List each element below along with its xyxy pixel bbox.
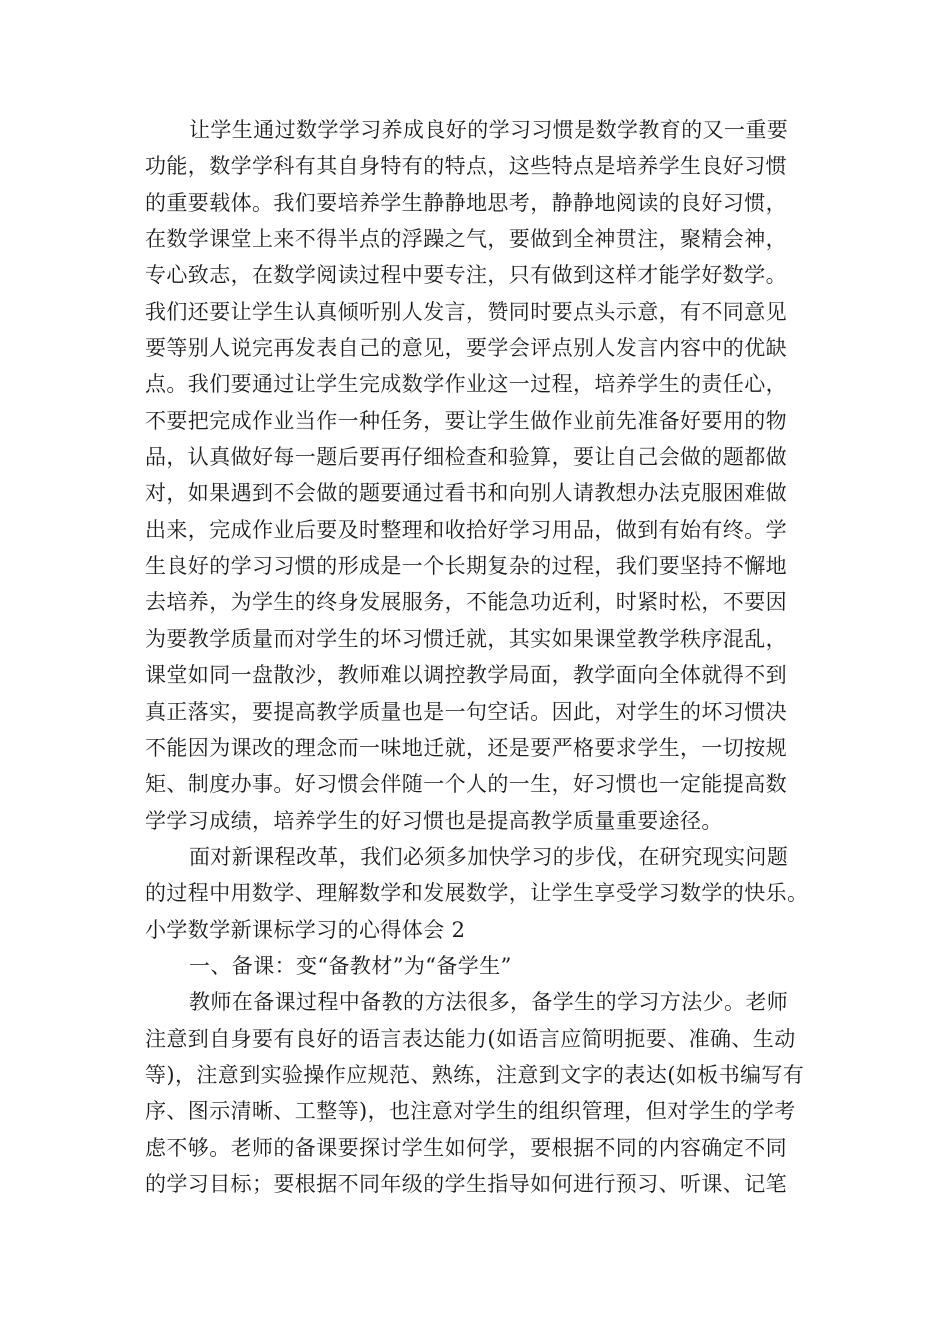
text-line: 让学生通过数学学习养成良好的学习习惯是数学教育的又一重要 <box>189 118 789 142</box>
text-line: 序、图示清晰、工整等)，也注意对学生的组织管理，但对学生的学考 <box>145 1099 796 1124</box>
text-line: 学学习成绩，培养学生的好习惯也是提高教学质量重要途径。 <box>145 808 723 833</box>
section-title: 小学数学新课标学习的心得体会 2 <box>145 917 466 942</box>
text-line: 生良好的学习习惯的形成是一个长期复杂的过程，我们要坚持不懈地 <box>145 554 787 579</box>
text-line: 点。我们要通过让学生完成数学作业这一过程，培养学生的责任心， <box>145 372 787 397</box>
document-body <box>145 112 825 1202</box>
text-line: 专心致志，在数学阅读过程中要专注，只有做到这样才能学好数学。 <box>145 263 787 288</box>
text-line: 面对新课程改革，我们必须多加快学习的步伐，在研究现实问题 <box>189 844 789 869</box>
text-line: 要等别人说完再发表自己的意见，要学会评点别人发言内容中的优缺 <box>145 336 787 361</box>
text-line: 课堂如同一盘散沙，教师难以调控教学局面，教学面向全体就得不到 <box>145 663 787 688</box>
text-line: 出来，完成作业后要及时整理和收拾好学习用品，做到有始有终。学 <box>145 517 787 542</box>
text-line: 品，认真做好每一题后要再仔细检查和验算，要让自己会做的题都做 <box>145 445 787 470</box>
text-line: 的学习目标；要根据不同年级的学生指导如何进行预习、听课、记笔 <box>145 1171 787 1196</box>
text-line: 虑不够。老师的备课要探讨学生如何学，要根据不同的内容确定不同 <box>145 1135 787 1160</box>
text-line: 的过程中用数学、理解数学和发展数学，让学生享受学习数学的快乐。 <box>145 881 809 906</box>
text-line: 矩、制度办事。好习惯会伴随一个人的一生，好习惯也一定能提高数 <box>145 772 787 797</box>
text-line: 去培养，为学生的终身发展服务，不能急功近利，时紧时松，不要因 <box>145 590 787 615</box>
text-line: 为要教学质量而对学生的坏习惯迁就，其实如果课堂教学秩序混乱， <box>145 626 787 651</box>
text-line: 教师在备课过程中备教的方法很多，备学生的学习方法少。老师 <box>189 990 789 1015</box>
text-line: 在数学课堂上来不得半点的浮躁之气，要做到全神贯注，聚精会神， <box>145 227 787 252</box>
text-line: 的重要载体。我们要培养学生静静地思考，静静地阅读的良好习惯， <box>145 190 787 215</box>
section-heading: 一、备课：变“备教材”为“备学生” <box>189 953 512 978</box>
text-line: 不要把完成作业当作一种任务，要让学生做作业前先准备好要用的物 <box>145 408 787 433</box>
text-line: 我们还要让学生认真倾听别人发言，赞同时要点头示意，有不同意见 <box>145 299 787 324</box>
text-line: 真正落实，要提高教学质量也是一句空话。因此，对学生的坏习惯决 <box>145 699 787 724</box>
text-line: 等)，注意到实验操作应规范、熟练，注意到文字的表达(如板书编写有 <box>145 1062 805 1087</box>
text-line: 对，如果遇到不会做的题要通过看书和向别人请教想办法克服困难做 <box>145 481 787 506</box>
text-line: 功能，数学学科有其自身特有的特点，这些特点是培养学生良好习惯 <box>145 154 787 179</box>
text-line: 注意到自身要有良好的语言表达能力(如语言应简明扼要、准确、生动 <box>145 1026 796 1051</box>
text-line: 不能因为课改的理念而一味地迁就，还是要严格要求学生，一切按规 <box>145 735 787 760</box>
